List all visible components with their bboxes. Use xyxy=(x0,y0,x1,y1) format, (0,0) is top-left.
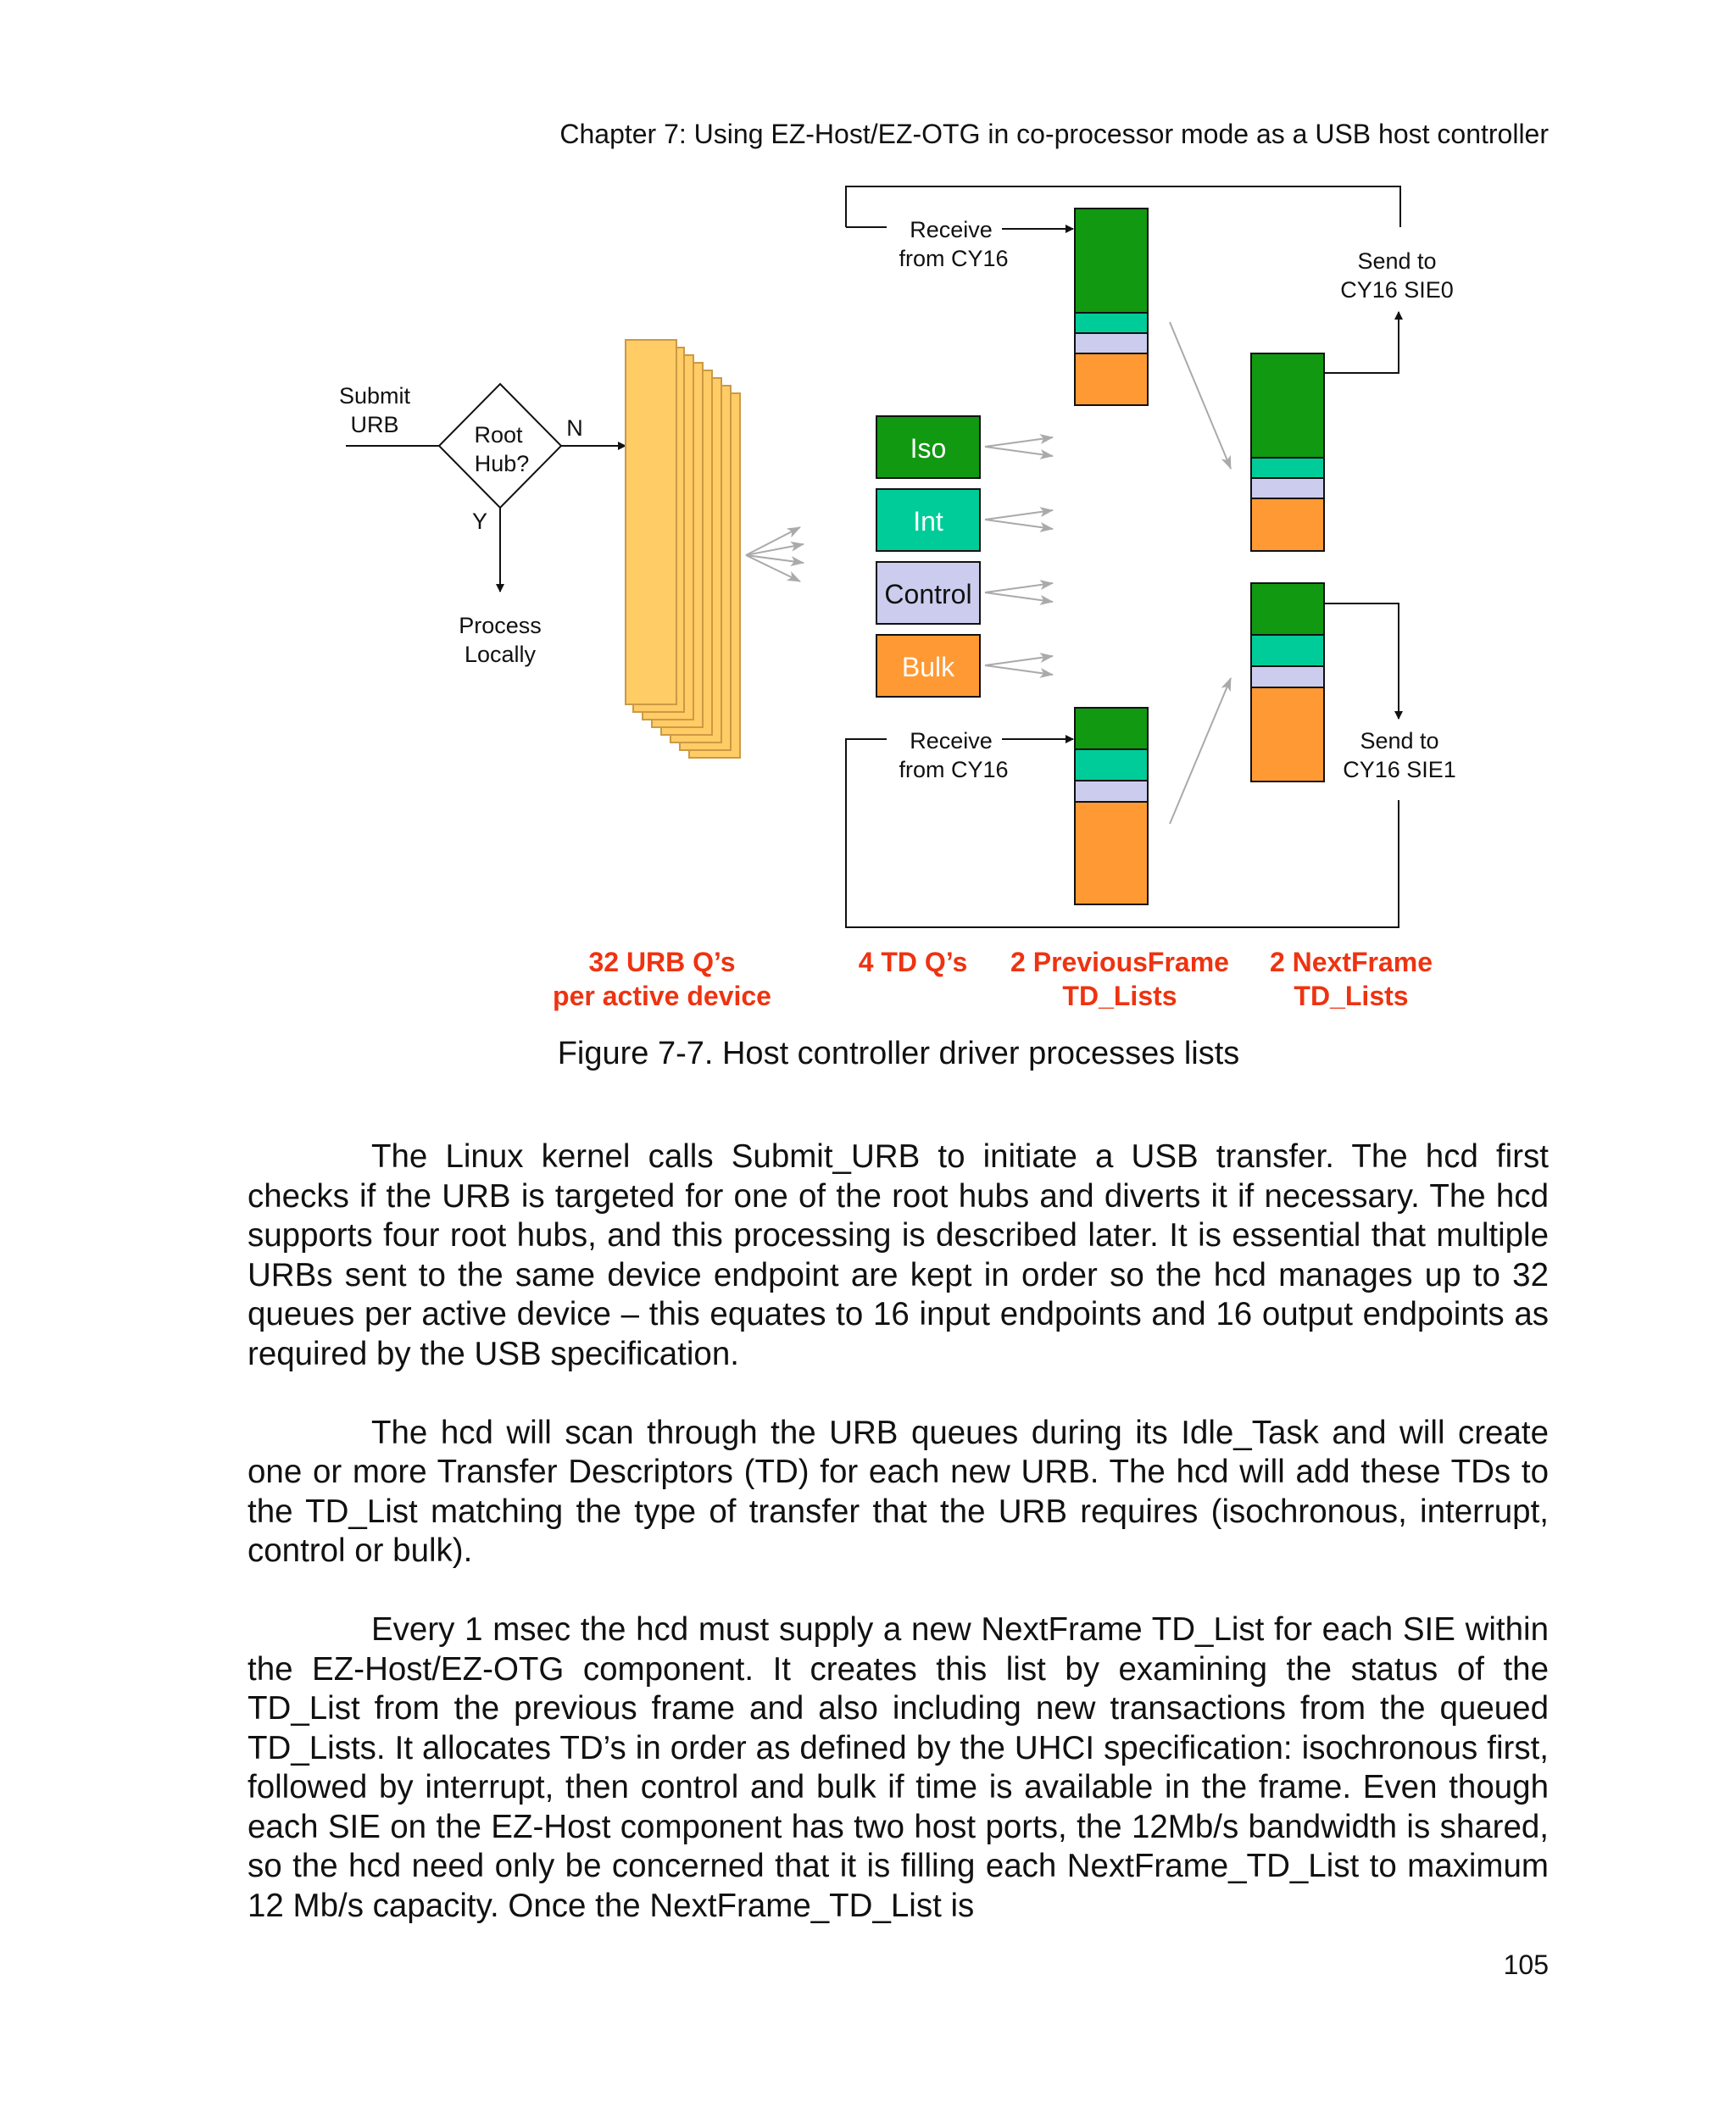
decision-label: Hub? xyxy=(474,451,530,476)
host-controller-diagram xyxy=(0,0,1736,1043)
urb-fanout-arrows xyxy=(746,527,804,581)
body-text xyxy=(248,1137,1549,1966)
send-sie1-label: CY16 SIE1 xyxy=(1343,757,1456,782)
branch-no-label: N xyxy=(566,415,583,441)
td-column-label: 4 TD Q’s xyxy=(858,947,968,977)
urb-queue-stack xyxy=(626,340,740,758)
figure-caption: Figure 7-7. Host controller driver processes lists xyxy=(557,1036,1240,1071)
running-header: Chapter 7: Using EZ-Host/EZ-OTG in co-processor mode as a USB host controller xyxy=(559,119,1549,149)
td-queue-int xyxy=(876,489,980,551)
urb-column-label: per active device xyxy=(553,981,771,1011)
process-locally-label: Locally xyxy=(464,642,537,667)
previous-column-label: 2 PreviousFrame xyxy=(1010,947,1229,977)
next-column-label: TD_Lists xyxy=(1294,981,1409,1011)
send-sie0-label: CY16 SIE0 xyxy=(1340,277,1454,303)
submit-urb-label: Submit xyxy=(338,383,411,409)
paragraph: Every 1 msec the hcd must supply a new NextFrame TD_List for each SIE within the EZ-Host/EZ-OTG component. It creates this list by examining the status of the TD_List from the previous frame and also including new transactions from the queued TD_Lists. It allocates TD’s in order as defined by the UHCI specification: isochronous first, followed by interrupt, then control and bulk if time is available in the frame. Even though each SIE on the EZ-Host component has two host ports, the 12Mb/s bandwidth is shared, so the hcd need only be concerned that it is filling each NextFrame_TD_List to maximum 12 Mb/s capacity. Once the NextFrame_TD_List is xyxy=(248,1611,1549,1924)
branch-yes-label: Y xyxy=(471,509,488,534)
column-labels xyxy=(553,947,1433,1011)
paragraph: The Linux kernel calls Submit_URB to initiate a USB transfer. The hcd first checks if the URB is targeted for one of the root hubs and diverts it if necessary. The hcd supports four root hubs, and this processing is described later. It is essential that multiple URBs sent to the same device endpoint are kept in order so the hcd manages up to 32 queues per active device – this equates to 16 input endpoints and 16 output endpoints as required by the USB specification. xyxy=(248,1138,1549,1372)
receive-bottom-label: from CY16 xyxy=(899,757,1009,782)
next-frame-list-bottom xyxy=(1251,583,1324,781)
previous-to-next-arrows xyxy=(1170,322,1231,824)
next-column-label: 2 NextFrame xyxy=(1269,947,1433,977)
process-locally-label: Process xyxy=(459,613,542,638)
td-queue-control xyxy=(876,562,980,624)
send-sie1-label: Send to xyxy=(1360,728,1439,754)
td-queue-label: Int xyxy=(913,506,943,537)
receive-bottom-label: Receive xyxy=(910,728,993,754)
td-queue-label: Iso xyxy=(910,433,947,464)
send-sie0-label: Send to xyxy=(1357,248,1437,274)
receive-top-label: Receive xyxy=(910,217,993,242)
td-queue-label: Control xyxy=(884,579,972,609)
page-number: 105 xyxy=(1503,1949,1549,1980)
next-frame-list-top xyxy=(1251,353,1324,551)
send-sie0-arrow xyxy=(1324,312,1399,373)
previous-frame-list-top xyxy=(1075,209,1148,405)
previous-frame-list-bottom xyxy=(1075,708,1148,904)
previous-column-label: TD_Lists xyxy=(1062,981,1177,1011)
td-queue-iso xyxy=(876,416,980,478)
urb-column-label: 32 URB Q’s xyxy=(588,947,736,977)
td-queue-bulk xyxy=(876,635,980,697)
receive-top-label: from CY16 xyxy=(899,246,1009,271)
td-queue-arrows xyxy=(985,437,1053,675)
send-sie1-arrow xyxy=(1324,603,1399,719)
paragraph: The hcd will scan through the URB queues during its Idle_Task and will create one or more Transfer Descriptors (TD) for each new URB. The hcd will add these TDs to the TD_List matching the type of transfer that the URB requires (isochronous, interrupt, control or bulk). xyxy=(248,1414,1549,1569)
td-queue-label: Bulk xyxy=(901,652,955,682)
decision-label: Root xyxy=(474,422,523,448)
submit-urb-label: URB xyxy=(350,412,399,437)
